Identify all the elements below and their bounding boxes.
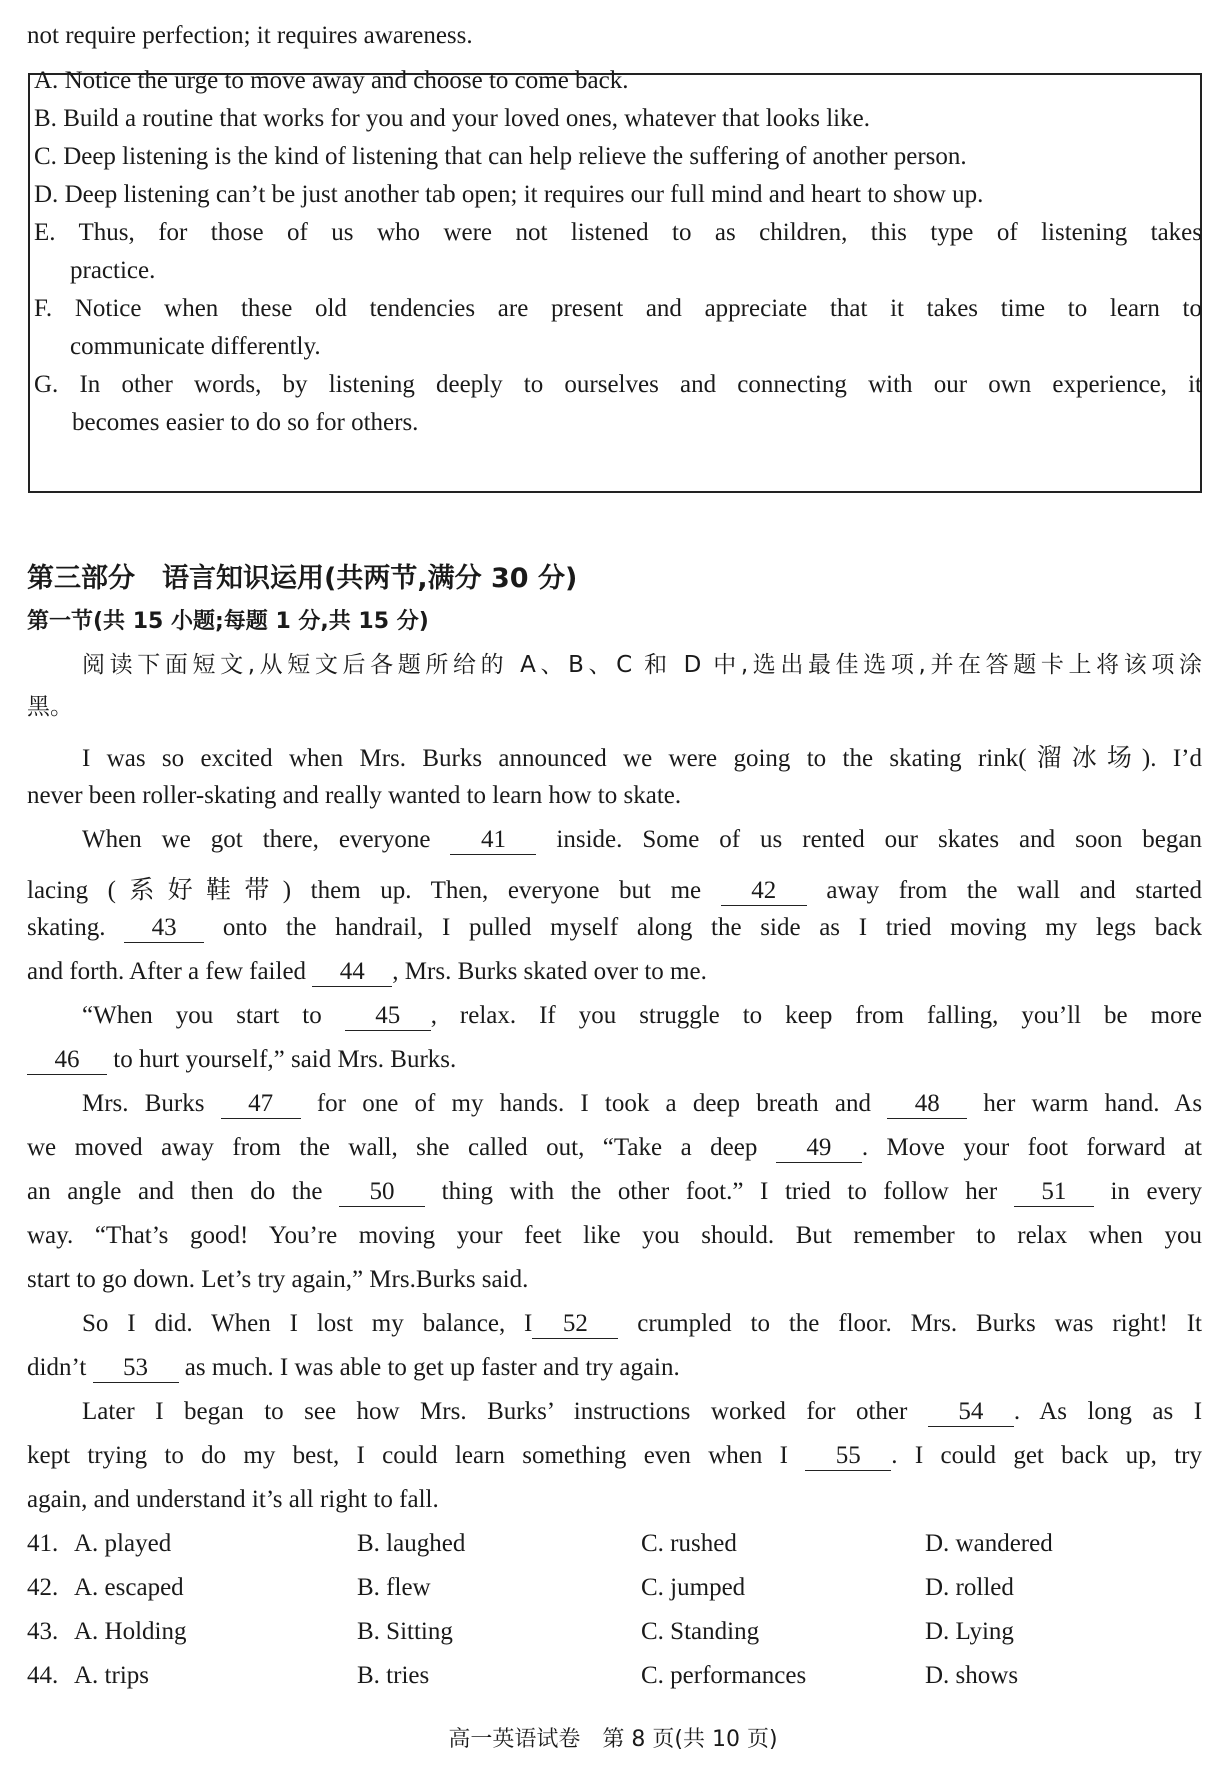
blank-53: 53 <box>93 1354 179 1383</box>
blank-47: 47 <box>221 1090 301 1119</box>
instruction-line: 阅读下面短文,从短文后各题所给的 A、B、C 和 D 中,选出最佳选项,并在答题卡上将该项涂 <box>82 652 1202 678</box>
choice-b[interactable]: B. Sitting <box>357 1618 453 1645</box>
blank-44: 44 <box>312 958 392 987</box>
option-b: B. Build a routine that works for you and your loved ones, whatever that looks like. <box>34 105 870 132</box>
passage-p2-line1: When we got there, everyone 41 inside. Some of us rented our skates and soon began <box>82 826 1202 853</box>
option-g: G. In other words, by listening deeply to ourselves and connecting with our own experience, it <box>34 371 1202 398</box>
passage-p5-line1: So I did. When I lost my balance, I 52 crumpled to the floor. Mrs. Burks was right! It <box>82 1310 1203 1337</box>
passage-p3-line1: “When you start to 45 , relax. If you struggle to keep from falling, you’ll be more <box>82 1002 1202 1029</box>
option-e: E. Thus, for those of us who were not listened to as children, this type of listening takes <box>34 219 1202 246</box>
blank-43: 43 <box>124 914 204 943</box>
option-d: D. Deep listening can’t be just another tab open; it requires our full mind and heart to show up. <box>34 181 984 208</box>
continued-text-line: not require perfection; it requires awareness. <box>27 22 473 49</box>
passage-p2-line2: lacing (系好鞋带) them up. Then, everyone but me 42 away from the wall and started <box>27 877 1203 904</box>
question-number: 42. <box>27 1574 59 1601</box>
option-e-cont: practice. <box>70 257 156 284</box>
choice-d[interactable]: D. wandered <box>925 1530 1053 1557</box>
blank-55: 55 <box>805 1442 891 1471</box>
passage-p3-line2: 46 to hurt yourself,” said Mrs. Burks. <box>27 1046 456 1075</box>
blank-51: 51 <box>1014 1178 1094 1207</box>
choice-c[interactable]: C. performances <box>641 1662 807 1689</box>
passage-p2-line4: and forth. After a few failed 44 , Mrs. Burks skated over to me. <box>27 958 707 985</box>
blank-49: 49 <box>776 1134 862 1163</box>
passage-p5-line2: didn’t 53 as much. I was able to get up faster and try again. <box>27 1354 680 1381</box>
blank-50: 50 <box>339 1178 425 1207</box>
blank-48: 48 <box>887 1090 967 1119</box>
blank-54: 54 <box>928 1398 1014 1427</box>
choice-a[interactable]: A. trips <box>74 1662 149 1689</box>
choice-b[interactable]: B. flew <box>357 1574 431 1601</box>
choice-a[interactable]: A. Holding <box>74 1618 187 1645</box>
passage-p1-line2: never been roller-skating and really wanted to learn how to skate. <box>27 782 682 809</box>
option-a: A. Notice the urge to move away and choose to come back. <box>34 67 629 94</box>
section-subtitle: 第一节(共 15 小题;每题 1 分,共 15 分) <box>27 609 429 634</box>
passage-p4-line4: way. “That’s good! You’re moving your feet like you should. But remember to relax when you <box>27 1222 1202 1249</box>
option-g-cont: becomes easier to do so for others. <box>72 409 419 436</box>
question-number: 43. <box>27 1618 59 1645</box>
passage-p6-line2: kept trying to do my best, I could learn something even when I 55 . I could get back up, try <box>27 1442 1202 1469</box>
question-number: 41. <box>27 1530 59 1557</box>
passage-p4-line2: we moved away from the wall, she called out, “Take a deep 49 . Move your foot forward at <box>27 1134 1202 1161</box>
choice-c[interactable]: C. jumped <box>641 1574 746 1601</box>
choice-d[interactable]: D. Lying <box>925 1618 1014 1645</box>
blank-46: 46 <box>27 1046 107 1075</box>
passage-p6-line1: Later I began to see how Mrs. Burks’ instructions worked for other 54 . As long as I <box>82 1398 1203 1425</box>
choice-d[interactable]: D. rolled <box>925 1574 1014 1601</box>
choice-b[interactable]: B. laughed <box>357 1530 466 1557</box>
blank-52: 52 <box>532 1310 618 1339</box>
passage-p2-line3: skating. 43 onto the handrail, I pulled myself along the side as I tried moving my legs back <box>27 914 1202 941</box>
passage-p4-line5: start to go down. Let’s try again,” Mrs.Burks said. <box>27 1266 529 1293</box>
choice-c[interactable]: C. Standing <box>641 1618 760 1645</box>
choice-a[interactable]: A. played <box>74 1530 172 1557</box>
choice-d[interactable]: D. shows <box>925 1662 1019 1689</box>
instruction-line-cont: 黑。 <box>27 694 73 720</box>
blank-42: 42 <box>721 877 807 906</box>
passage-p6-line3: again, and understand it’s all right to fall. <box>27 1486 439 1513</box>
blank-41: 41 <box>450 826 536 855</box>
blank-45: 45 <box>345 1002 431 1031</box>
question-number: 44. <box>27 1662 59 1689</box>
passage-p4-line3: an angle and then do the 50 thing with the other foot.” I tried to follow her 51 in every <box>27 1178 1203 1205</box>
passage-p4-line1: Mrs. Burks 47 for one of my hands. I took a deep breath and 48 her warm hand. As <box>82 1090 1203 1117</box>
choice-b[interactable]: B. tries <box>357 1662 430 1689</box>
page-footer: 高一英语试卷 第 8 页(共 10 页) <box>448 1727 778 1752</box>
option-f-cont: communicate differently. <box>70 333 321 360</box>
option-f: F. Notice when these old tendencies are present and appreciate that it takes time to learn to <box>34 295 1202 322</box>
passage-p1-line1: I was so excited when Mrs. Burks announced we were going to the skating rink(溜冰场). I’d <box>82 745 1202 772</box>
choice-a[interactable]: A. escaped <box>74 1574 184 1601</box>
part-title: 第三部分 语言知识运用(共两节,满分 30 分) <box>27 563 578 594</box>
option-c: C. Deep listening is the kind of listening that can help relieve the suffering of another person. <box>34 143 967 170</box>
choice-c[interactable]: C. rushed <box>641 1530 737 1557</box>
